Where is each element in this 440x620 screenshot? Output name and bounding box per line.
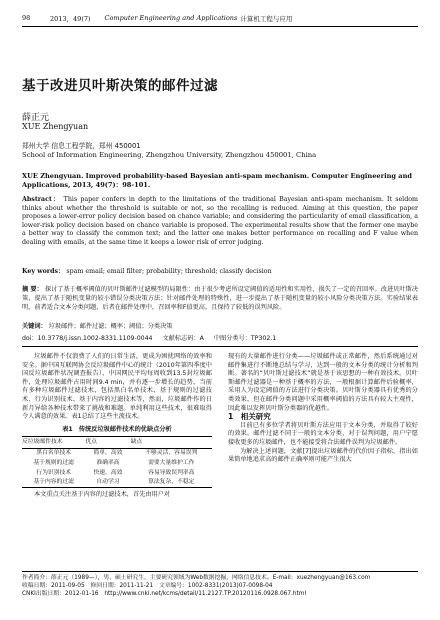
abstract-cn-text: 探讨了基于概率阈值的贝叶斯邮件过滤模型的局限性：由于很少考虑所设定阈值的适用性和实用性，损失了一定的召回率。改进贝叶斯决策，提出了基于随机变量的较小错误分类决策方法；针对邮件处理的特殊性，进一步提出了基于随机变量的较小风险分类决策方法。实验结果表明，前者适合文本分类问题，后者在邮件处理中，召回率和F值更高，且保持了较低的误判风险。 [22, 286, 419, 311]
clc-number: 中图分类号：TP302.1 [213, 335, 277, 342]
body-paragraph: 目前已有多位学者将贝叶斯方法应用于文本分类，并取得了较好的效果。邮件过滤不同于一般的文本分类，对于误判问题，用户宁愿接收更多的垃圾邮件，也不能接受将合法邮件误判为垃圾邮件。 [228, 421, 418, 446]
table-header-row [22, 437, 212, 449]
page-number: 98 [22, 14, 31, 22]
table-row [22, 468, 212, 478]
author-name-en: XUE Zhengyuan [22, 122, 89, 131]
table-caption: 表1 传统反垃圾邮件技术的优缺点分析 [62, 425, 172, 433]
table-cell: 基于规则的过滤 [33, 460, 74, 467]
table-header-cell: 反垃圾邮件技术 [22, 437, 85, 449]
body-column-right [228, 353, 418, 465]
keywords-cn-text: 垃圾邮件；邮件过滤；概率；阈值；分类决策 [48, 323, 173, 330]
abstract-cn-label: 摘 要： [22, 286, 43, 293]
divider-rule [22, 346, 418, 347]
table-cell: 算法复杂，不稳定 [131, 478, 212, 488]
keywords-en-label: Key words： [22, 268, 65, 275]
doi: doi：10.3778/j.issn.1002-8331.1109-0044 [22, 335, 153, 342]
affiliation-en: School of Information Engineering, Zhengzhou University, Zhengzhou 450001, China [22, 151, 317, 159]
cnki-publish-info: CNKI出版日期：2012-01-16 http://www.cnki.net/kcms/detail/11.2127.TP.20120116.0928.067.html [22, 591, 307, 597]
table-cell: 准确率高 [96, 460, 120, 467]
journal-name-en: Computer Engineering and Applications [104, 14, 238, 22]
body-paragraph: 垃圾邮件不仅浪费了人们的日常生活，更成为困扰网络的效率和安全。据中国互联网协会反垃圾邮件中心的统计（2010年第四季度中国反垃圾邮件状况调查报告），中国网民平均每周收到13.5封垃圾邮件，处理垃圾邮件占用时间9.4 min，并有逐一步增长的趋势。当前有多种垃圾邮件过滤技术，包括黑白名单技术、基于规则的过滤技术、行为识别技术、基于内容的过滤技术等，然而，垃圾邮件作的日新月异给各种技术带来了挑战和难题。单纯利用这些技术，很难取得令人满意的效果。表1总结了这些主流技术。 [22, 353, 212, 421]
body-column-left [22, 353, 212, 500]
keywords-en [22, 268, 418, 277]
paper-title: 基于改进贝叶斯决策的邮件过滤 [22, 78, 218, 94]
table-header-cell: 优点 [85, 437, 130, 449]
received-dates: 收稿日期：2011-09-05 修回日期：2011-11-21 文章编号：1002-8331(2013)07-0098-04 [22, 583, 273, 589]
table-cell: 不够灵活，容易误判 [145, 450, 198, 457]
body-paragraph: 本文重点关注基于内容的过滤技术，首先由用户对 [34, 491, 171, 499]
journal-name-cn: 计算机工程与应用 [240, 14, 293, 23]
keywords-cn [22, 321, 418, 330]
table-cell: 需要大量维护工作 [148, 460, 195, 467]
article-meta [22, 333, 418, 342]
table-cell: 简单，高效 [93, 450, 123, 457]
journal-volume: 2013，49(7) [50, 14, 91, 23]
table-row [22, 478, 212, 488]
body-paragraph: 现有的大量邮件进行分类——垃圾邮件或正常邮件，然后系统通过对邮件集进行不断地总结与学习，达到一般的文本分类的统计分析和判断。著名的“贝叶斯过滤技术”就是基于该思想的一种有效技术。贝叶斯邮件过滤器是一种基于概率的方法，一般根据计算邮件后验概率，采用人为设定阈值的方法进行分类决策。贝叶斯分类器具有优秀的分类效果，但在邮件分类问题中采用概率阈值的方法具有较大主观性，因此难以发挥贝叶斯分类器的优越性。 [228, 353, 418, 412]
table-row [22, 459, 212, 469]
author-name-cn: 薛正元 [22, 113, 50, 123]
document-code: 文献标志码：A [162, 335, 204, 342]
section-heading: 1 相关研究 [228, 412, 271, 422]
abstract-en-label: Abstract： [22, 196, 61, 203]
body-paragraph: 为解决上述问题，文献[7]提出垃圾邮件的代价因子指标，指出如果简单地追求高的邮件正确率则可能产生很大 [228, 447, 418, 464]
affiliation-cn: 郑州大学 信息工程学院，郑州 450001 [22, 142, 141, 150]
keywords-en-text: spam email; email filter; probability; threshold; classify decision [66, 268, 272, 275]
running-header [22, 12, 418, 27]
abstract-en-text: This paper confers in depth to the limitations of the traditional Bayesian anti-spam mechanism. It seldom thinks about whether the threshold is suitable or not, so the recalling is reduced. Aiming at this question, the paper proposes a lower-error policy decision based on chance variable; and considering the particularity of email classification, a lower-risk policy decision based on chance variable is proposed. The experimental results show that the former one maybe a better way to classify the common text; and the latter one makes better performance on recalling and F value when dealing with emails, at the same time it keeps a lower risk of error judging. [22, 196, 418, 246]
table-cell: 容易导致误判率高 [148, 469, 195, 476]
keywords-cn-label: 关键词： [22, 323, 47, 330]
table-cell: 自动学习 [85, 478, 130, 488]
table-cell: 快速，高效 [93, 469, 123, 476]
author-bio: 作者简介：薛正元（1989—），男，硕士研究生，主要研究领域为Web数据挖掘，网络信息技术。E-mail：xuezhengyuan@163.com [22, 575, 371, 581]
table-cell: 基于内容的过滤 [22, 478, 85, 488]
abstract-en [22, 196, 418, 248]
citation: XUE Zhengyuan. Improved probability-based Bayesian anti-spam mechanism. Computer Engineering and Applications, 2013, 49(7)：98-101. [22, 172, 412, 189]
footnotes [22, 571, 418, 598]
table-row [22, 448, 212, 458]
comparison-table [22, 436, 212, 488]
table-cell: 黑白名单技术 [36, 450, 72, 457]
table-cell: 行为识别技术 [36, 469, 72, 476]
table-header-cell: 缺点 [131, 437, 212, 449]
abstract-cn [22, 286, 418, 312]
